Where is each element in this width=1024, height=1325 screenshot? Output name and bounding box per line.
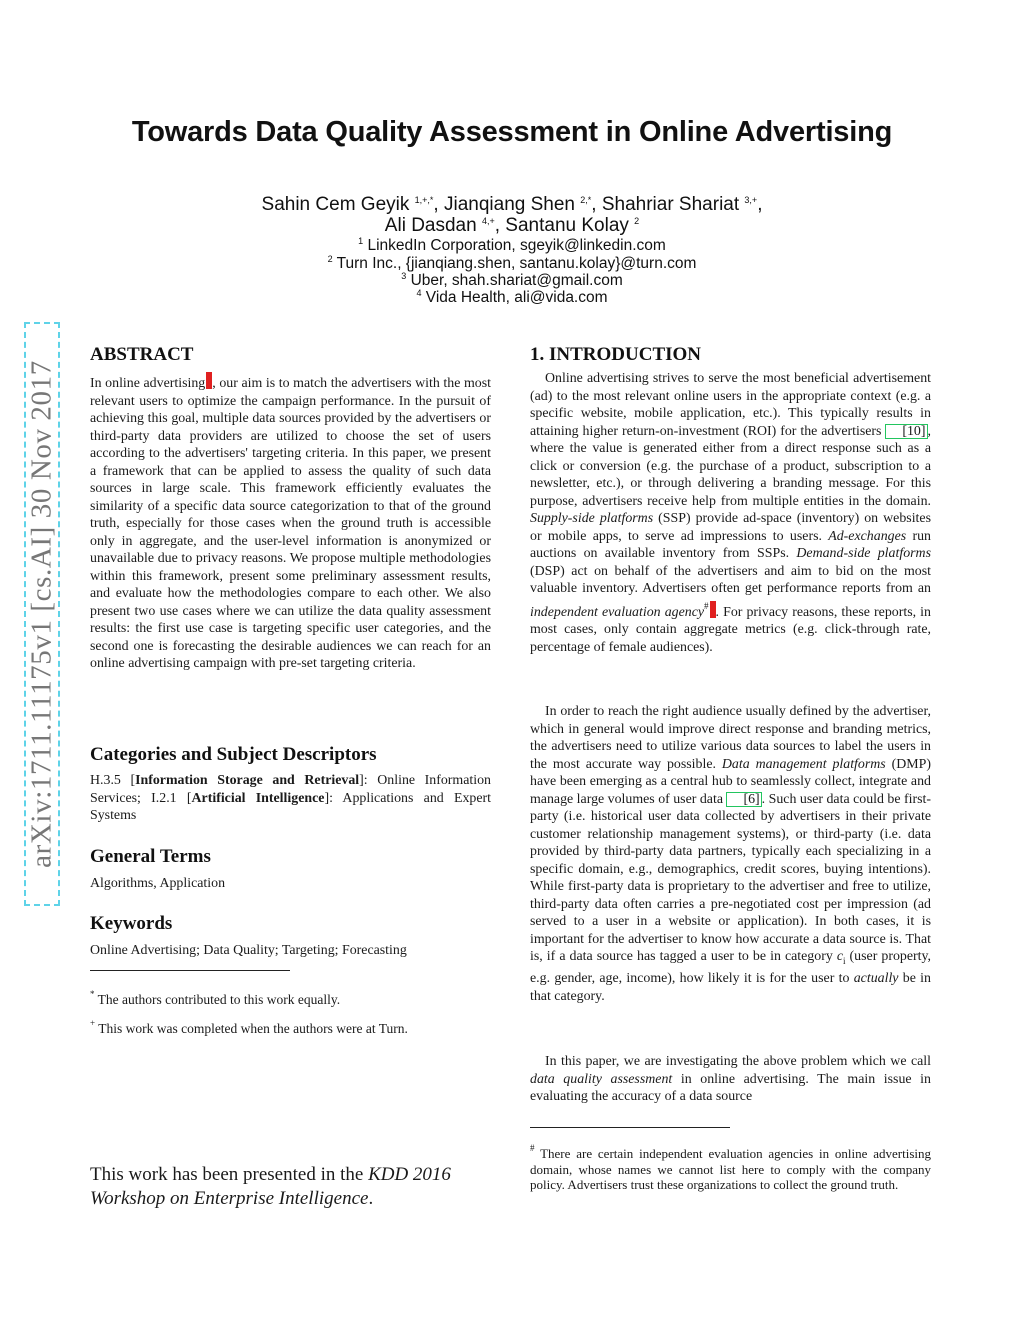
footnote-text: The authors contributed to this work equally. [94,992,341,1007]
math-subscript: i [842,955,846,966]
affiliation [0,288,1024,307]
intro-text: (DSP) act on behalf of the advertisers and aim to bid on the most valuable inventory. Advertisers often get performance reports from an [530,563,931,596]
general-terms-heading: General Terms [90,846,211,867]
author-affiliation-mark: 2 [634,216,640,226]
intro-paragraph-2 [530,703,931,1005]
workshop-name: KDD 2016 Workshop on Enterprise Intelligence [90,1164,451,1209]
intro-text: In order to reach the right audience usually defined by the advertiser, which in general would improve direct response and branding metrics, the advertisers need to utilize various data sources to label the users in the most accurate way possible. [530,704,931,772]
footnote-mark: # [530,1143,535,1153]
workshop-note [90,1163,491,1211]
categories-text-part: H.3.5 [ [90,773,136,788]
intro-italic: data quality assessment [530,1071,673,1087]
author-affiliation-mark: 1,+,* [414,195,434,205]
abstract-text-part: , our aim is to match the advertisers with the most relevant users to optimize the campaign performance. In the pursuit of achieving this goal, multiple data sources provided by the advertisers or third-party data providers are utilized to choose the set of users according to the advertisers' targeting criteria. In this paper, we present a framework that can be applied to assess the quality of such data sources in large scale. This framework efficiently evaluates the similarity of a specific data source categorization to that of the ground truth, especially for those cases when the ground truth is accessible only in aggregate, and the user-level information is anonymized or unavailable due to privacy reasons. We propose multiple methodologies within this framework, present some preliminary assessment results, and evaluate how the methodologies compare to each other. We also present two use cases where we can utilize the data quality assessment results: the first use case is targeting specific user categories, and the second one is forecasting the desirable audiences we can reach for an online advertising campaign with pre-set targeting criteria. [90,376,491,671]
intro-italic: Supply-side platforms [530,511,654,526]
intro-text: (DMP) have been emerging as a central hub to seamlessly collect, integrate and manage large volumes of user data [530,756,931,807]
affiliation-text: Vida Health, ali@vida.com [421,289,608,306]
intro-paragraph-1 [530,370,931,656]
citation-link[interactable]: [10] [885,424,927,439]
author-affiliation-mark: 2,* [580,195,592,205]
intro-text: in online advertising. The main issue in evaluating the accuracy of a data source [530,1071,931,1104]
author-name: Ali Dasdan [384,215,482,236]
intro-text: In this paper, we are investigating the above problem which we call [545,1054,931,1069]
abstract-text-part: In online advertising [90,376,206,391]
affiliation-text: Uber, shah.shariat@gmail.com [406,272,623,289]
author-affiliation-mark: 3,+ [744,195,758,205]
intro-text: . Such user data could be first-party (i.e. historical user data collected by advertisers in their private customer relationship management systems), or third-party (i.e. data provided by third-party data partners, typically each specializing in a specific domain, e.g., demographics, credit scores, buying intentions). While first-party data is proprietary to the advertiser and free to utilize, third-party data often carries a pre-negotiated cost per impression (ad served to a user in a website or application). In both cases, it is important for the advertiser to know how accurate a data source is. That is, if a data source has tagged a user to be in category [530,791,932,964]
keywords-heading: Keywords [90,913,173,934]
intro-italic: Ad-exchanges [828,528,907,544]
intro-italic: independent evaluation agency [530,604,705,620]
categories-text-part: ]: Online Information Services; I.2.1 [ [90,773,492,806]
intro-text: , where the value is generated either from a direct response such as a click or conversion (e.g. the purchase of a product, subscription to a newsletter, etc.), or through delivering a branding message. For this purpose, advertisers receive help from multiple entities in the domain. [530,423,931,509]
intro-text: Online advertising strives to serve the most beneficial advertisement (ad) to the most relevant online users in the appropriate context (e.g. a specific website, mobile application, etc.). This typically results in attaining higher return-on-investment (ROI) for the advertisers [530,371,931,439]
footnote-mark: * [90,989,95,999]
author-line-2 [0,215,1024,237]
categories-heading: Categories and Subject Descriptors [90,744,377,765]
categories-text [90,772,491,825]
abstract-heading: ABSTRACT [90,344,194,365]
author-separator: , [757,194,763,215]
footnote-evaluation-agencies [530,1141,931,1193]
introduction-heading: 1. INTRODUCTION [530,344,702,365]
categories-bold-term: Information Storage and Retrieval [135,773,360,788]
affiliation-mark: 4 [416,288,422,298]
intro-paragraph-3 [530,1053,931,1106]
footnote-text: There are certain independent evaluation agencies in online advertising domain, whose names we cannot list here to comply with the company policy. Advertisers trust these organizations to collect the ground truth. [530,1146,931,1192]
footnote-rule [530,1127,730,1128]
author-affiliation-mark: 4,+ [481,216,495,226]
arxiv-stamp[interactable] [24,322,60,906]
categories-text-part: ]: Applications and Expert Systems [90,790,491,823]
affiliation-text: Turn Inc., {jianqiang.shen, santanu.kolay}@turn.com [332,255,697,272]
author-line-1 [0,194,1024,216]
affiliation-mark: 2 [327,254,333,264]
affiliation-mark: 3 [401,271,407,281]
affiliation-mark: 1 [358,236,364,246]
author-name: , Santanu Kolay [494,215,635,236]
intro-text: (SSP) provide ad-space (inventory) on websites or mobile apps, to serve ad impressions to users. [530,511,931,544]
intro-text: . For privacy reasons, these reports, in most cases, only contain aggregate metrics (e.g. click-through rate, percentage of female audiences). [530,604,931,655]
author-name: , Shahriar Shariat [591,194,745,215]
intro-italic: Data management platforms [721,756,886,772]
author-name: Sahin Cem Geyik [261,194,415,215]
footnote-text: This work was completed when the authors were at Turn. [95,1021,408,1036]
affiliation-text: LinkedIn Corporation, sgeyik@linkedin.com [363,237,666,254]
author-name: , Jianqiang Shen [433,194,581,215]
citation-link[interactable]: [6] [726,792,761,807]
footnote-rule [90,970,290,971]
intro-italic: Demand-side platforms [796,546,931,561]
intro-italic: actually [853,971,899,987]
general-terms-text: Algorithms, Application [90,876,226,891]
categories-bold-term: Artificial Intelligence [191,790,325,806]
math-symbol: c [836,949,843,964]
paper-title: Towards Data Quality Assessment in Online Advertising [131,116,893,148]
arxiv-identifier: arXiv:1711.11175v1 [cs.AI] 30 Nov 2017 [25,360,58,868]
workshop-text: . [368,1188,374,1209]
footnote-mark: # [704,600,709,611]
affiliation [0,236,1024,255]
intro-text: (user property, e.g. gender, age, income), how likely it is for the user to [530,949,931,987]
abstract-text [90,372,491,673]
keywords-text: Online Advertising; Data Quality; Targeting; Forecasting [90,943,407,958]
workshop-text: This work has been presented in the [90,1164,369,1185]
intro-text: be in that category. [530,971,931,1004]
footnote-turn [90,1015,491,1037]
intro-text: run auctions on available inventory from SSPs. [530,528,931,561]
footnote-mark: + [90,1018,96,1028]
footnote-equal-contribution [90,986,491,1008]
